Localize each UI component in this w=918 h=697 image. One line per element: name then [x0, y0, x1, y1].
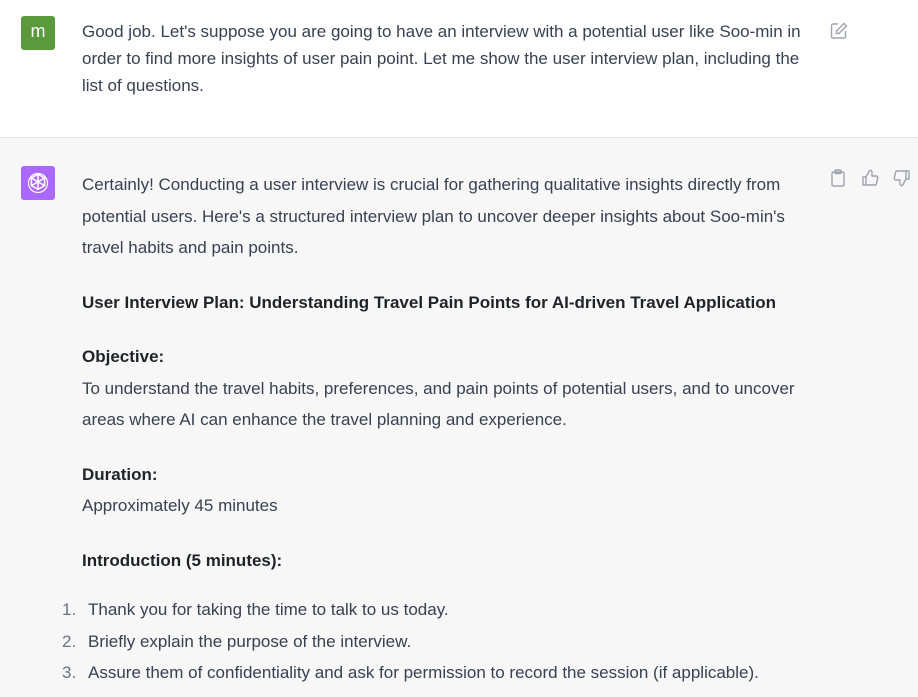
- objective-text: To understand the travel habits, preferences, and pain points of potential users, and to uncover areas where AI can enhance the travel planning and experience.: [82, 378, 795, 429]
- list-item-text: Briefly explain the purpose of the interview.: [88, 631, 412, 651]
- list-item-number: 1.: [62, 600, 77, 619]
- list-item: [62, 657, 822, 689]
- objective-heading: Objective:: [82, 347, 165, 366]
- duration-text: Approximately 45 minutes: [82, 496, 278, 515]
- assistant-message-content: [82, 169, 822, 576]
- list-item-number: 2.: [62, 631, 77, 651]
- introduction-heading: Introduction (5 minutes):: [82, 550, 283, 570]
- list-item-text: Assure them of confidentiality and ask for permission to record the session (if applicable).: [88, 663, 759, 682]
- thumbs-up-icon[interactable]: [860, 168, 880, 188]
- list-item-number: 3.: [62, 663, 77, 682]
- user-message-text: Good job. Let's suppose you are going to have an interview with a potential user like Soo-min in order to find more insights of user pain point. Let me show the user interview plan, including the list of questions.: [82, 22, 801, 95]
- user-avatar: m: [21, 16, 55, 50]
- list-item: [62, 594, 822, 626]
- plan-title: User Interview Plan: Understanding Travel Pain Points for AI-driven Travel Application: [82, 292, 777, 312]
- thumbs-down-icon[interactable]: [892, 168, 912, 188]
- introduction-list: [62, 594, 822, 689]
- edit-icon[interactable]: [829, 21, 849, 41]
- list-item: [62, 626, 822, 658]
- openai-logo-icon: [26, 171, 50, 195]
- assistant-message-row: [0, 139, 918, 697]
- duration-heading: Duration:: [82, 464, 158, 484]
- assistant-avatar: [21, 166, 55, 200]
- user-message-row: [0, 0, 918, 138]
- clipboard-icon[interactable]: [828, 168, 848, 188]
- message-actions: [828, 168, 912, 188]
- list-item-text: Thank you for taking the time to talk to us today.: [88, 600, 449, 619]
- assistant-intro-text: Certainly! Conducting a user interview is crucial for gathering qualitative insights directly from potential users. Here's a structured interview plan to uncover deeper insights about Soo-min's travel habits and pain points.: [82, 175, 785, 257]
